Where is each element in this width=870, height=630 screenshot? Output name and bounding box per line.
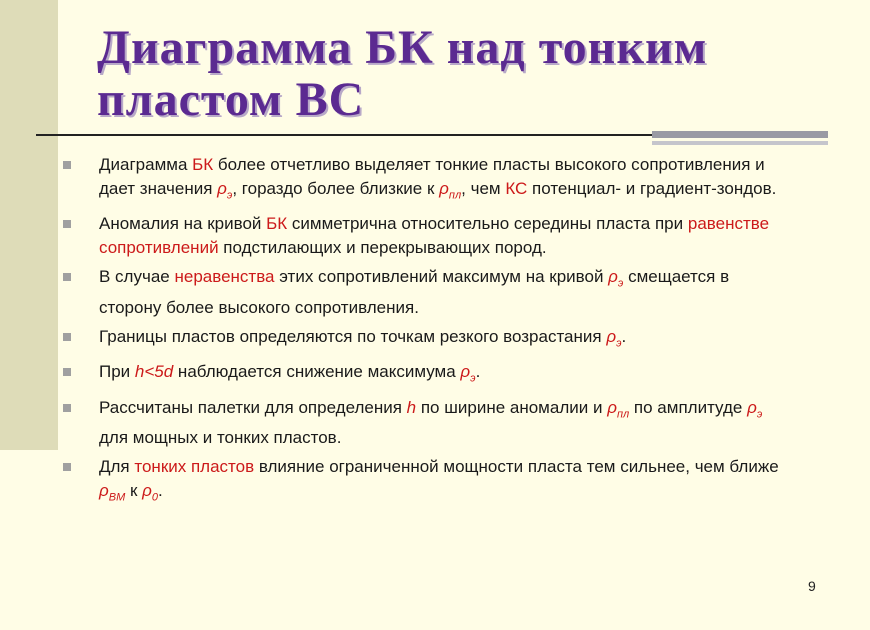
bullet-text-segment: ρ	[606, 326, 617, 346]
bullet-text-segment: , чем	[461, 179, 506, 198]
bullet-text-segment: к	[125, 480, 143, 500]
bullet-text-segment: ρ	[607, 397, 617, 417]
bullet-text-segment: Диаграмма	[99, 155, 193, 174]
side-band	[0, 0, 58, 450]
bullet-text-segment: , гораздо более близкие к	[232, 179, 440, 198]
bullet-square-icon	[63, 463, 71, 471]
bullet-item	[60, 325, 790, 355]
title-accent-bar-shadow	[652, 141, 828, 145]
bullet-text-segment: h<5d	[134, 362, 174, 382]
bullet-text-segment: по амплитуде	[629, 397, 748, 417]
page-number: 9	[808, 578, 816, 594]
bullet-text-segment: .	[475, 362, 481, 382]
bullet-list	[60, 153, 790, 514]
bullet-square-icon	[63, 404, 71, 412]
bullet-item	[60, 153, 790, 207]
bullet-text-segment: Аномалия на кривой	[99, 214, 267, 234]
bullet-text-segment: Границы пластов определяются по точкам резкого возрастания	[99, 326, 607, 346]
bullet-text-segment: h	[406, 397, 417, 417]
bullet-text-segment: ρ	[99, 480, 109, 500]
slide-title	[97, 22, 707, 126]
bullet-text-segment: смещается в сторону более высокого сопротивления.	[99, 267, 730, 317]
title-line-1: Диаграмма БК над тонким	[97, 21, 708, 74]
bullet-text-segment: равенстве сопротивлений	[99, 214, 770, 258]
bullet-square-icon	[63, 368, 71, 376]
bullet-item	[60, 212, 790, 260]
bullet-item	[60, 265, 790, 319]
bullet-text-segment: ρ	[217, 179, 227, 198]
title-accent-bar	[652, 131, 828, 138]
bullet-text-segment: для мощных и тонких пластов.	[99, 427, 342, 447]
bullet-text-segment: ρ	[608, 267, 618, 287]
bullet-item	[60, 396, 790, 450]
bullet-square-icon	[63, 273, 71, 281]
bullet-square-icon	[63, 333, 71, 341]
bullet-text-segment: наблюдается снижение максимума	[173, 362, 461, 382]
bullet-square-icon	[63, 220, 71, 228]
bullet-text-segment: ρ	[747, 397, 757, 417]
bullet-text-segment: .	[158, 480, 163, 500]
bullet-text-segment: БК	[266, 214, 288, 234]
bullet-text-segment: симметрична относительно середины пласта при	[287, 214, 688, 234]
subscript: ВМ	[108, 491, 126, 504]
bullet-text-segment: В случае	[99, 267, 175, 287]
bullet-text-segment: этих сопротивлений максимум на кривой	[274, 267, 609, 287]
bullet-text-segment: .	[621, 326, 627, 346]
title-underline	[36, 134, 656, 136]
bullet-text-segment: влияние ограниченной мощности пласта тем сильнее, чем ближе	[254, 456, 779, 476]
bullet-text-segment: ρ	[439, 179, 449, 198]
bullet-text-segment: неравенства	[174, 267, 275, 287]
bullet-text-segment: по ширине аномалии и	[416, 397, 608, 417]
bullet-text-segment: подстилающих и перекрывающих пород.	[218, 238, 547, 258]
bullet-text-segment: более отчетливо выделяет тонкие пласты высокого сопротивления и дает значения	[99, 155, 765, 198]
bullet-square-icon	[63, 161, 71, 169]
subscript: э	[226, 189, 233, 202]
title-line-2: пластом ВС	[97, 73, 365, 126]
bullet-item	[60, 455, 790, 509]
bullet-text-segment: При	[99, 362, 135, 382]
subscript: э	[470, 372, 476, 385]
bullet-text-segment: ρ	[460, 362, 471, 382]
subscript: пл	[616, 407, 630, 420]
bullet-text-segment: потенциал- и градиент-зондов.	[527, 179, 777, 198]
subscript: э	[616, 337, 622, 350]
bullet-text-segment: БК	[192, 155, 214, 174]
bullet-text-segment: ρ	[142, 480, 152, 500]
subscript: 0	[151, 491, 159, 504]
bullet-item	[60, 360, 790, 390]
bullet-text-segment: Для	[99, 456, 135, 476]
bullet-text-segment: КС	[505, 179, 528, 198]
subscript: э	[617, 277, 624, 290]
bullet-text-segment: тонких пластов	[134, 456, 255, 476]
subscript: э	[756, 407, 763, 420]
subscript: пл	[448, 189, 462, 202]
bullet-text-segment: Рассчитаны палетки для определения	[99, 397, 407, 417]
